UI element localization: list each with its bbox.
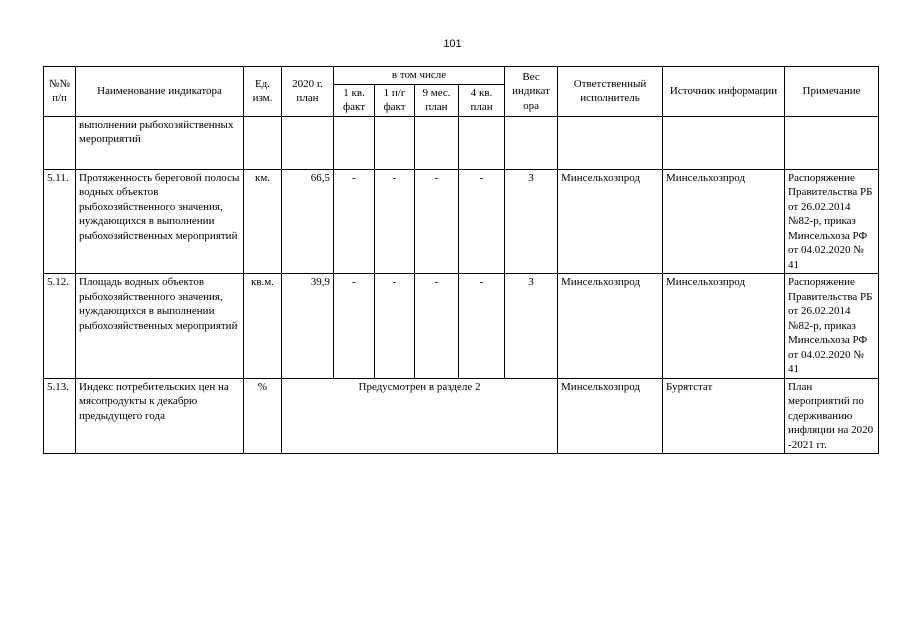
cell-name: Площадь водных объектов рыбохозяйственного значения, нуждающихся в выполнении рыбохозяйственных мероприятий	[76, 274, 244, 379]
table-row	[44, 169, 879, 274]
cell-num: 5.12.	[44, 274, 76, 379]
cell-note: Распоряжение Правительства РБ от 26.02.2014 №82-р, приказ Минсельхоза РФ от 04.02.2020 № 41	[785, 169, 879, 274]
cell-responsible: Минсельхозпрод	[558, 378, 663, 454]
cell-9m: -	[415, 169, 459, 274]
cell-q4: -	[459, 274, 505, 379]
table-row	[44, 378, 879, 454]
cell-h1: -	[375, 274, 415, 379]
header-note: Примечание	[785, 67, 879, 117]
header-responsible: Ответственный исполнитель	[558, 67, 663, 117]
cell-unit: %	[244, 378, 282, 454]
table-row-continuation	[44, 116, 879, 169]
header-weight: Вес индикат ора	[505, 67, 558, 117]
header-source: Источник информации	[663, 67, 785, 117]
cell-weight: 3	[505, 274, 558, 379]
cell-h1: -	[375, 169, 415, 274]
header-plan-2020: 2020 г. план	[282, 67, 334, 117]
cell-q4: -	[459, 169, 505, 274]
cell-empty	[785, 116, 879, 169]
cell-responsible: Минсельхозпрод	[558, 169, 663, 274]
cell-num: 5.13.	[44, 378, 76, 454]
header-h1-fact: 1 п/г факт	[375, 84, 415, 116]
cell-num: 5.11.	[44, 169, 76, 274]
cell-empty	[415, 116, 459, 169]
cell-plan: 39,9	[282, 274, 334, 379]
header-q1-fact: 1 кв. факт	[334, 84, 375, 116]
cell-name: Протяженность береговой полосы водных объектов рыбохозяйственного значения, нуждающихся в выполнении рыбохозяйственных мероприятий	[76, 169, 244, 274]
header-9m-plan: 9 мес. план	[415, 84, 459, 116]
cell-empty	[44, 116, 76, 169]
cell-q1: -	[334, 274, 375, 379]
cell-source: Бурятстат	[663, 378, 785, 454]
header-q4-plan: 4 кв. план	[459, 84, 505, 116]
cell-empty	[244, 116, 282, 169]
cell-name: выполнении рыбохозяйственных мероприятий	[76, 116, 244, 169]
cell-9m: -	[415, 274, 459, 379]
table-row	[44, 274, 879, 379]
cell-weight: 3	[505, 169, 558, 274]
header-including: в том числе	[334, 67, 505, 85]
cell-unit: кв.м.	[244, 274, 282, 379]
cell-note: Распоряжение Правительства РБ от 26.02.2014 №82-р, приказ Минсельхоза РФ от 04.02.2020 № 41	[785, 274, 879, 379]
cell-empty	[505, 116, 558, 169]
header-name: Наименование индикатора	[76, 67, 244, 117]
cell-note: План мероприятий по сдерживанию инфляции на 2020 -2021 гг.	[785, 378, 879, 454]
cell-empty	[282, 116, 334, 169]
indicators-table	[43, 66, 879, 454]
cell-empty	[663, 116, 785, 169]
cell-unit: км.	[244, 169, 282, 274]
cell-source: Минсельхозпрод	[663, 169, 785, 274]
header-num: №№ п/п	[44, 67, 76, 117]
cell-empty	[558, 116, 663, 169]
page-number: 101	[443, 38, 462, 50]
cell-name: Индекс потребительских цен на мясопродукты к декабрю предыдущего года	[76, 378, 244, 454]
cell-source: Минсельхозпрод	[663, 274, 785, 379]
cell-merged-note: Предусмотрен в разделе 2	[282, 378, 558, 454]
cell-q1: -	[334, 169, 375, 274]
cell-empty	[334, 116, 375, 169]
header-row-1	[44, 67, 879, 85]
cell-plan: 66,5	[282, 169, 334, 274]
header-unit: Ед. изм.	[244, 67, 282, 117]
cell-responsible: Минсельхозпрод	[558, 274, 663, 379]
cell-empty	[375, 116, 415, 169]
cell-empty	[459, 116, 505, 169]
